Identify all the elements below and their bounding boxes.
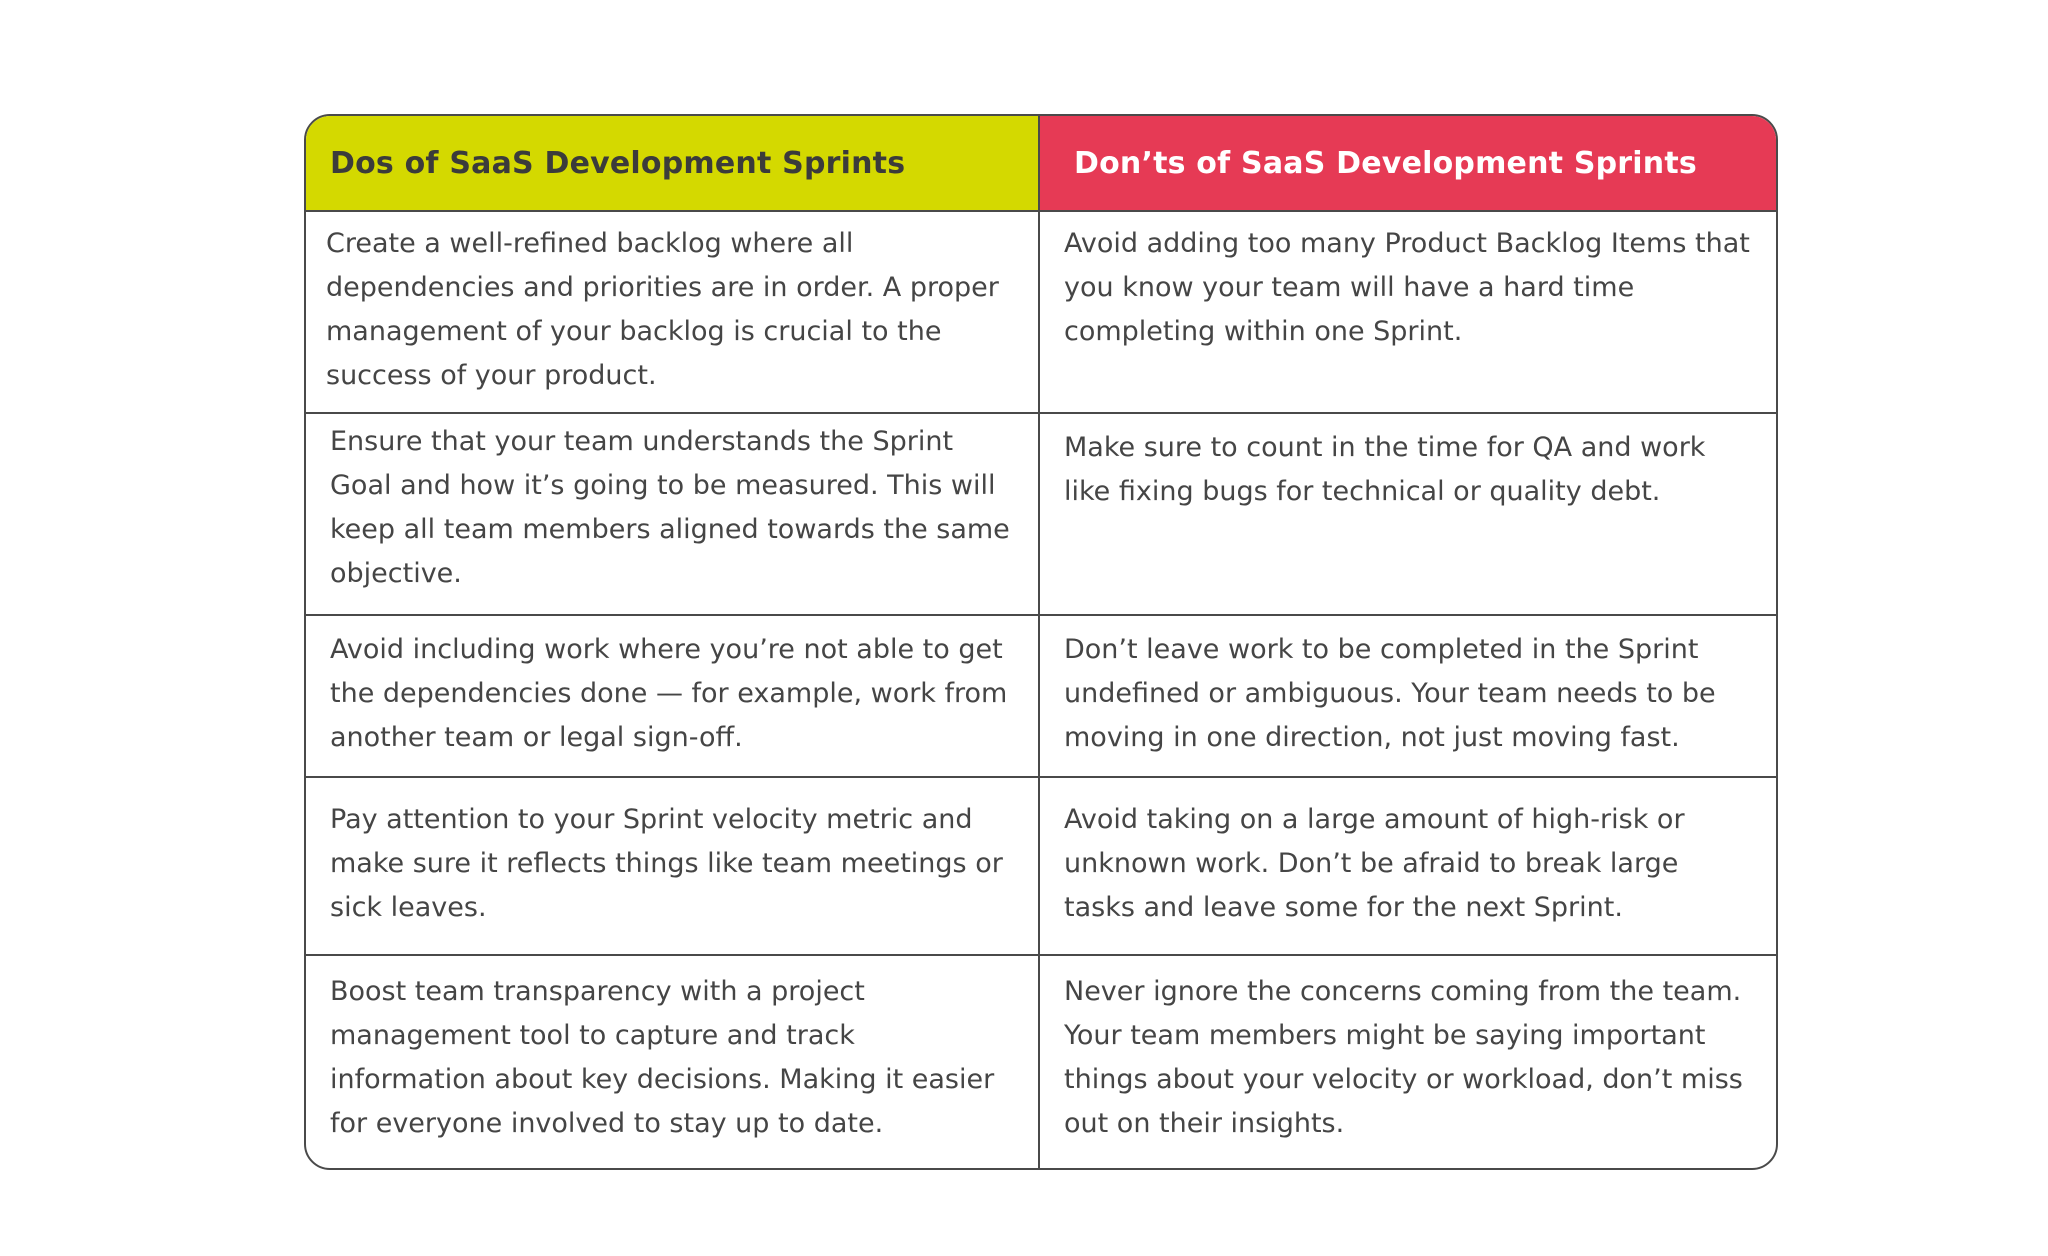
- donts-cell-1: Avoid adding too many Product Backlog Items that you know your team will have a hard time completing within one Sprint.: [1040, 212, 1778, 414]
- donts-column-header: Don’ts of SaaS Development Sprints: [1040, 116, 1778, 212]
- donts-cell-3: Don’t leave work to be completed in the Sprint undefined or ambiguous. Your team needs to be moving in one direction, not just moving fast.: [1040, 616, 1778, 778]
- dos-cell-3: Avoid including work where you’re not able to get the dependencies done — for example, work from another team or legal sign-off.: [306, 616, 1040, 778]
- dos-cell-2: Ensure that your team understands the Sprint Goal and how it’s going to be measured. This will keep all team members aligned towards the same objective.: [306, 414, 1040, 616]
- dos-cell-5: Boost team transparency with a project management tool to capture and track information about key decisions. Making it easier for everyone involved to stay up to date.: [306, 956, 1040, 1168]
- donts-cell-5: Never ignore the concerns coming from the team. Your team members might be saying important things about your velocity or workload, don’t miss out on their insights.: [1064, 976, 1743, 1139]
- dos-column-header: Dos of SaaS Development Sprints: [306, 116, 1040, 212]
- dos-donts-table: [304, 114, 1778, 1170]
- donts-cell-4: Avoid taking on a large amount of high-risk or unknown work. Don’t be afraid to break large tasks and leave some for the next Sprint.: [1040, 778, 1778, 956]
- dos-cell-1: Create a well-refined backlog where all dependencies and priorities are in order. A proper management of your backlog is crucial to the success of your product.: [306, 212, 1040, 414]
- donts-cell-2: Make sure to count in the time for QA and work like fixing bugs for technical or quality debt.: [1040, 414, 1778, 616]
- dos-cell-4: Pay attention to your Sprint velocity metric and make sure it reflects things like team meetings or sick leaves.: [306, 778, 1040, 956]
